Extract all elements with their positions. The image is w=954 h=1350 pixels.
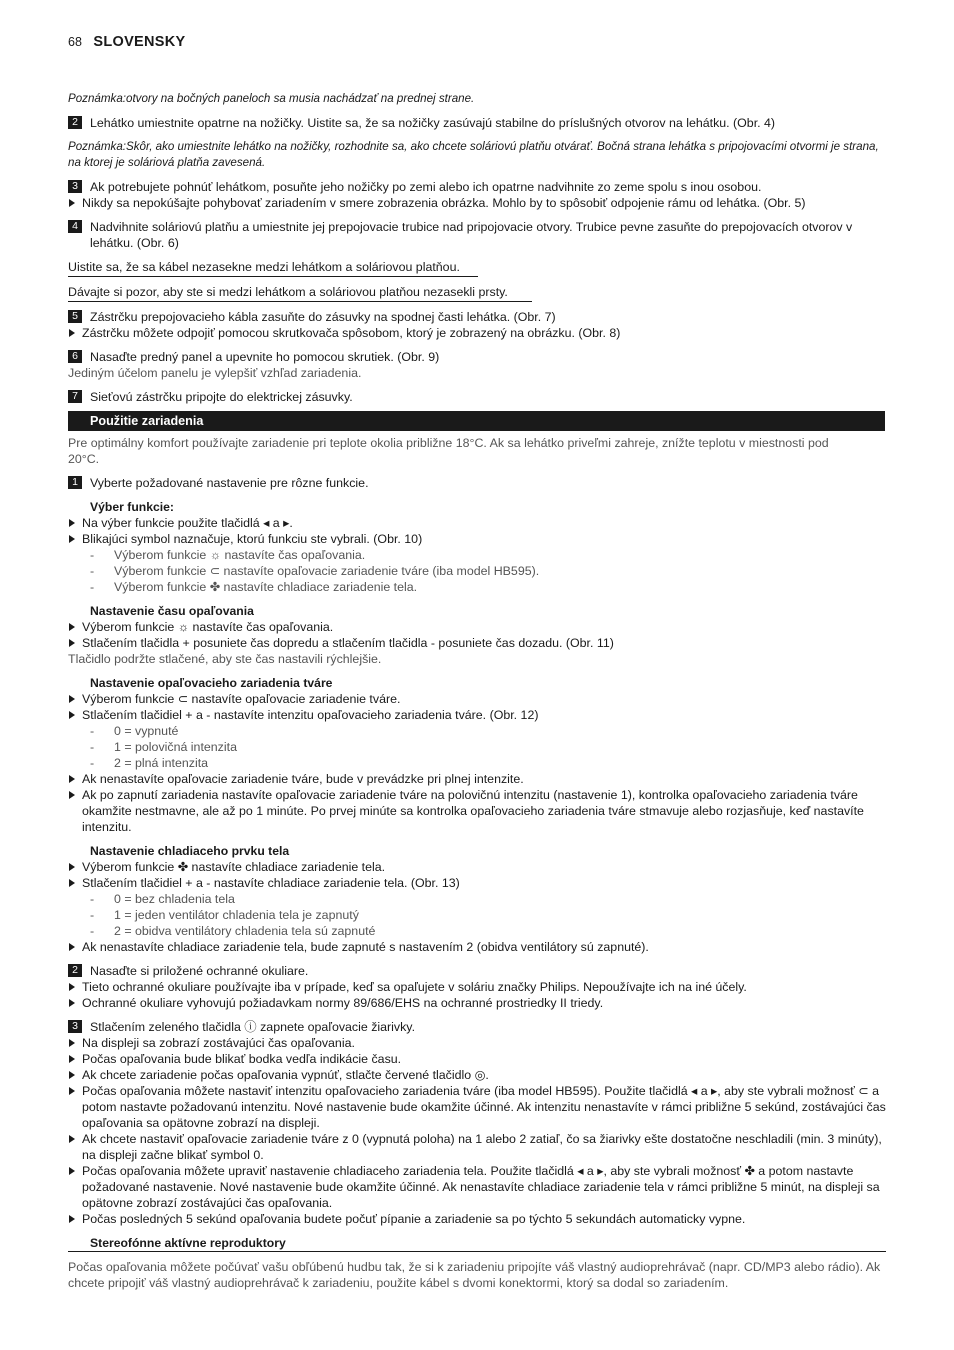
step-number: 6: [68, 350, 82, 363]
step-number: 2: [68, 964, 82, 977]
step-6-front-panel: [68, 349, 886, 365]
language-title: SLOVENSKY: [93, 34, 186, 50]
dash-item: - 0 = bez chladenia tela: [68, 891, 886, 907]
step-number: 4: [68, 220, 82, 233]
page-number: 68: [68, 35, 82, 49]
bullet-item: Stlačením tlačidiel + a - nastavíte chladiace zariadenie tela. (Obr. 13): [68, 875, 886, 891]
bullet-item: Ak nenastavíte chladiace zariadenie tela, bude zapnuté s nastavením 2 (obidva ventilátory sú zapnuté).: [68, 939, 886, 955]
section-heading-use: Použitie zariadenia: [68, 411, 885, 431]
note-side-panels: Poznámka:otvory na bočných paneloch sa musia nachádzať na prednej strane.: [68, 92, 475, 105]
bullet-item: Ak chcete zariadenie počas opaľovania vypnúť, stlačte červené tlačidlo ◎.: [68, 1067, 886, 1083]
bullet-item: Počas posledných 5 sekúnd opaľovania budete počuť pípanie a zariadenie sa po týchto 5 sekundách automaticky vypne.: [68, 1211, 886, 1227]
bullet-item: Výberom funkcie ✤ nastavíte chladiace zariadenie tela.: [68, 859, 886, 875]
step-1-select: [68, 475, 886, 491]
bullet-item: Počas opaľovania môžete upraviť nastavenie chladiaceho zariadenia tela. Použite tlačidlá ◂ a ▸, aby ste vybrali možnosť ✤ a potom nastavte požadované nastavenie. Nové nastavenie bude okamžite účinné. Ak nenastavíte chladiace zariadenie tela v rámci približne 5 minút, na displeji sa opätovne zobrazí zostávajúci čas opaľovania.: [68, 1163, 886, 1211]
step-2-goggles: [68, 963, 886, 979]
subheading-face: Nastavenie opaľovacieho zariadenia tváre: [90, 676, 333, 690]
subheading-cooling: Nastavenie chladiaceho prvku tela: [90, 844, 290, 858]
step-7-mains-plug: [68, 389, 886, 405]
step-2-place-bed: [68, 115, 886, 131]
step-number: 5: [68, 310, 82, 323]
step-number: 7: [68, 390, 82, 403]
dash-item: - 2 = plná intenzita: [68, 755, 886, 771]
dash-item: - Výberom funkcie ✤ nastavíte chladiace zariadenie tela.: [68, 579, 886, 595]
step-3-start: [68, 1019, 886, 1035]
bullet-item: Zástrčku môžete odpojiť pomocou skrutkovača spôsobom, ktorý je zobrazený na obrázku. (Obr. 8): [68, 325, 886, 341]
step-3-move-bed: [68, 179, 886, 195]
subheading-time: Nastavenie času opaľovania: [90, 604, 254, 618]
bullet-item: Ak chcete nastaviť opaľovacie zariadenie tváre z 0 (vypnutá poloha) na 1 alebo 2 zatiaľ, čo sa žiarivky ešte dostatočne neschladili (min. 3 minúty), na displeji začne blikať symbol 0.: [68, 1131, 886, 1163]
step-text: Nasaďte predný panel a upevnite ho pomocou skrutiek. (Obr. 9): [90, 350, 440, 364]
step-number: 3: [68, 1020, 82, 1033]
bullet-item: Nikdy sa nepokúšajte pohybovať zariadením v smere zobrazenia obrázka. Mohlo by to spôsobiť odpojenie rámu od lehátka. (Obr. 5): [68, 195, 886, 211]
dash-item: - 2 = obidva ventilátory chladenia tela sú zapnuté: [68, 923, 886, 939]
step-text: Nasaďte si priložené ochranné okuliare.: [90, 964, 309, 978]
step-number: 3: [68, 180, 82, 193]
step-text: Ak potrebujete pohnúť lehátkom, posuňte jeho nožičky po zemi alebo ich opatrne nadvihnite zo zeme spolu s inou osobou.: [90, 180, 762, 194]
step-4-lift-canopy: [68, 219, 886, 251]
dash-item: - 1 = polovičná intenzita: [68, 739, 886, 755]
manual-page: [68, 32, 886, 1291]
bullet-item: Ochranné okuliare vyhovujú požiadavkam normy 89/686/EHS na ochranné prostriedky II triedy.: [68, 995, 886, 1011]
bullet-item: Počas opaľovania bude blikať bodka vedľa indikácie času.: [68, 1051, 886, 1067]
bullet-item: Počas opaľovania môžete nastaviť intenzitu opaľovacieho zariadenia tváre (iba model HB595). Použite tlačidlá ◂ a ▸, aby ste vybrali možnosť ⊂ a potom nastavte požadovanú intenzitu. Nové nastavenie bude okamžite účinné. Ak intenzitu nenastavíte v rámci približne 5 sekúnd, zostávajúci čas opaľovania sa opätovne zobrazí na displeji.: [68, 1083, 886, 1131]
bullet-item: Stlačením tlačidla + posuniete čas dopredu a stlačením tlačidla - posuniete čas dozadu. (Obr. 11): [68, 635, 886, 651]
note-before-placing: Poznámka:Skôr, ako umiestnite lehátko na nožičky, rozhodnite sa, ako chcete soláriovú platňu otvárať. Bočná strana lehátka s pripojovacími otvormi je strana, na ktorej je soláriová platňa zavesená.: [68, 140, 879, 169]
step-note: Jediným účelom panelu je vylepšiť vzhľad zariadenia.: [68, 366, 362, 380]
dash-item: - 0 = vypnuté: [68, 723, 886, 739]
step-number: 2: [68, 116, 82, 129]
subheading-speakers: Stereofónne aktívne reproduktory: [90, 1236, 286, 1250]
step-number: 1: [68, 476, 82, 489]
bullet-item: Ak po zapnutí zariadenia nastavíte opaľovacie zariadenie tváre na polovičnú intenzitu (nastavenie 1), kontrolka opaľovacieho zariadenia tváre okamžite nestmavne, ale až po 1 minúte. Po prvej minúte sa kontrolka opaľovacieho zariadenia tváre stmavuje alebo rozjasňuje, keď nastavíte intenzitu.: [68, 787, 886, 835]
step-text: Lehátko umiestnite opatrne na nožičky. Uistite sa, že sa nožičky zasúvajú stabilne do príslušných otvorov na lehátku. (Obr. 4): [90, 116, 776, 130]
intro-text: Pre optimálny komfort používajte zariadenie pri teplote okolia približne 18°C. Ak sa lehátko priveľmi zahreje, znížte teplotu v miestnosti pod 20°C.: [68, 436, 829, 466]
bullet-item: Stlačením tlačidiel + a - nastavíte intenzitu opaľovacieho zariadenia tváre. (Obr. 12): [68, 707, 886, 723]
bullet-item: Na výber funkcie použite tlačidlá ◂ a ▸.: [68, 515, 886, 531]
bullet-item: Výberom funkcie ☼ nastavíte čas opaľovania.: [68, 619, 886, 635]
speakers-text: Počas opaľovania môžete počúvať vašu obľúbenú hudbu tak, že si k zariadeniu pripojíte váš vlastný audioprehrávač (napr. CD/MP3 alebo rádio). Ak chcete pripojiť váš vlastný audioprehrávač k zariadeniu, použite kábel s dvomi konektormi, ktorý sa dodal so zariadením.: [68, 1260, 881, 1290]
bullet-item: Na displeji sa zobrazí zostávajúci čas opaľovania.: [68, 1035, 886, 1051]
step-5-plug-cable: [68, 309, 886, 325]
tip-text: Tlačidlo podržte stlačené, aby ste čas nastavili rýchlejšie.: [68, 652, 382, 666]
warning-fingers: Dávajte si pozor, aby ste si medzi lehátkom a soláriovou platňou nezasekli prsty.: [68, 284, 532, 302]
bullet-item: Tieto ochranné okuliare používajte iba v prípade, keď sa opaľujete v soláriu značky Philips. Nepoužívajte ich na iné účely.: [68, 979, 886, 995]
dash-item: - Výberom funkcie ⊂ nastavíte opaľovacie zariadenie tváre (iba model HB595).: [68, 563, 886, 579]
step-text: Stlačením zeleného tlačidla ⓘ zapnete opaľovacie žiarivky.: [90, 1020, 416, 1034]
step-text: Nadvihnite soláriovú platňu a umiestnite jej prepojovacie trubice nad pripojovacie otvory. Trubice pevne zasuňte do prepojovacích otvorov v lehátku. (Obr. 6): [90, 220, 853, 250]
step-text: Sieťovú zástrčku pripojte do elektrickej zásuvky.: [90, 390, 353, 404]
step-text: Vyberte požadované nastavenie pre rôzne funkcie.: [90, 476, 369, 490]
dash-item: - Výberom funkcie ☼ nastavíte čas opaľovania.: [68, 547, 886, 563]
warning-cable: Uistite sa, že sa kábel nezasekne medzi lehátkom a soláriovou platňou.: [68, 259, 478, 277]
bullet-item: Výberom funkcie ⊂ nastavíte opaľovacie zariadenie tváre.: [68, 691, 886, 707]
subheading-function: Výber funkcie:: [90, 500, 174, 514]
bullet-item: Ak nenastavíte opaľovacie zariadenie tváre, bude v prevádzke pri plnej intenzite.: [68, 771, 886, 787]
dash-item: - 1 = jeden ventilátor chladenia tela je zapnutý: [68, 907, 886, 923]
step-text: Zástrčku prepojovacieho kábla zasuňte do zásuvky na spodnej časti lehátka. (Obr. 7): [90, 310, 556, 324]
bullet-item: Blikajúci symbol naznačuje, ktorú funkciu ste vybrali. (Obr. 10): [68, 531, 886, 547]
